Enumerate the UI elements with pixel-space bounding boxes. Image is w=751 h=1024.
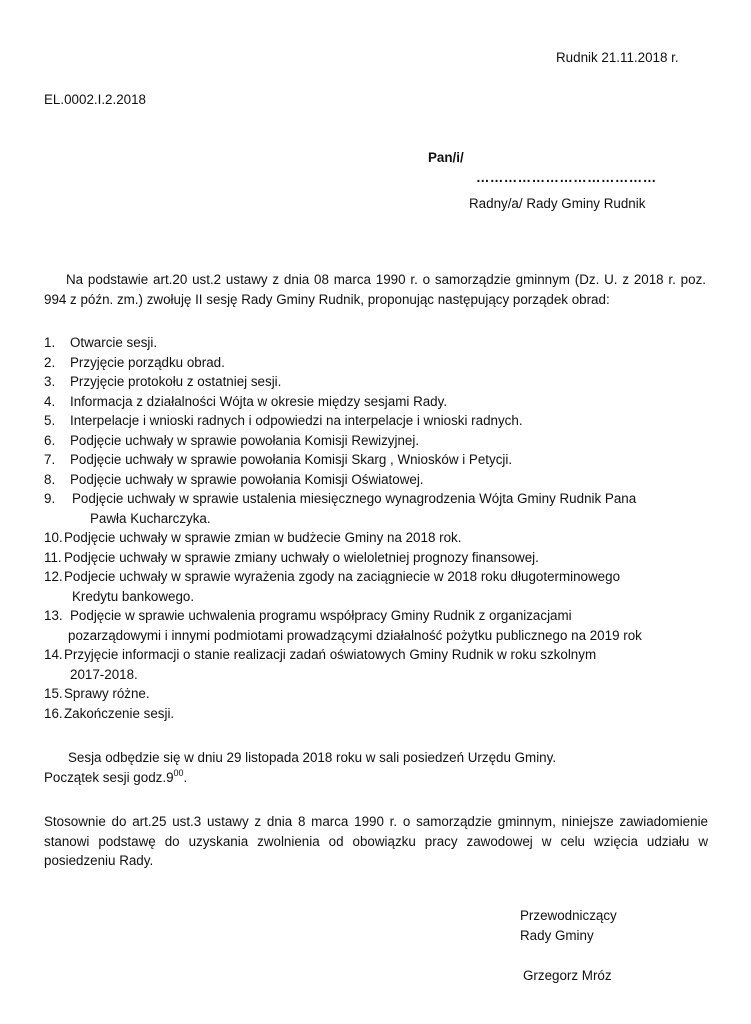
agenda-item-number: 15. <box>44 686 63 701</box>
agenda-item <box>44 372 724 392</box>
agenda-item-number: 2. <box>44 354 56 370</box>
agenda-item <box>44 431 724 451</box>
agenda-item-text: Przyjęcie protokołu z ostatniej sesji. <box>70 374 282 389</box>
agenda-item-number: 14. <box>44 647 63 662</box>
agenda-item-number: 4. <box>44 393 56 409</box>
agenda-item-text: Podjęcie uchwały w sprawie powołania Komisji Oświatowej. <box>70 471 424 487</box>
addressee-salutation: Pan/i/ <box>428 150 464 165</box>
agenda-item <box>44 470 724 490</box>
agenda-item-text: Podjęcie uchwały w sprawie ustalenia miesięcznego wynagrodzenia Wójta Gminy Rudnik Pana <box>72 491 637 506</box>
agenda-item-text: Podjęcie uchwały w sprawie powołania Komisji Skarg , Wniosków i Petycji. <box>70 452 513 467</box>
session-info <box>44 748 556 787</box>
agenda-item <box>44 567 724 606</box>
intro-text: Na podstawie art.20 ust.2 ustawy z dnia 08 marca 1990 r. o samorządzie gminnym (Dz. U. z 2018 r. poz. 994 z późn. zm.) zwołuję II sesję Rady Gminy Rudnik, proponując następujący porządek obrad: <box>44 272 706 307</box>
agenda-item-number: 6. <box>44 432 56 448</box>
session-date-line <box>44 748 556 768</box>
agenda-item-text: Interpelacje i wnioski radnych i odpowiedzi na interpelacje i wnioski radnych. <box>70 413 523 428</box>
agenda-item <box>44 528 724 548</box>
reference-number: EL.0002.I.2.2018 <box>44 92 147 107</box>
agenda-item <box>44 606 724 645</box>
session-date-text: Sesja odbędzie się w dniu 29 listopada 2018 roku w sali posiedzeń Urzędu Gminy. <box>68 750 557 765</box>
place-date: Rudnik 21.11.2018 r. <box>556 50 679 65</box>
agenda-item-number: 8. <box>44 471 56 487</box>
signature-name: Grzegorz Mróz <box>523 968 612 983</box>
agenda-item-number: 3. <box>44 374 56 389</box>
signature-role-line2: Rady Gminy <box>520 927 594 943</box>
agenda-item-text: Podjęcie uchwały w sprawie zmiany uchwały o wieloletniej prognozy finansowej. <box>64 549 539 565</box>
agenda-item <box>44 684 724 704</box>
agenda-item-text: Otwarcie sesji. <box>70 335 158 350</box>
agenda-item-text: Informacja z działalności Wójta w okresie między sesjami Rady. <box>70 393 448 409</box>
agenda-item-text: Przyjęcie porządku obrad. <box>70 354 225 370</box>
agenda-item-continuation: pozarządowymi i innymi podmiotami prowadzącymi działalność pożytku publicznego na 2019 rok <box>68 627 642 643</box>
session-start-suffix: . <box>183 769 188 785</box>
intro-paragraph <box>44 270 706 309</box>
agenda-item-number: 16. <box>44 705 63 721</box>
agenda-item <box>44 489 724 528</box>
session-start-minutes: 00 <box>173 767 184 778</box>
agenda-item-text: Zakończenie sesji. <box>64 705 175 721</box>
agenda-item-number: 5. <box>44 413 56 428</box>
agenda-item-text: Przyjęcie informacji o stanie realizacji zadań oświatowych Gminy Rudnik w roku szkolnym <box>64 647 597 662</box>
agenda-item-number: 12. <box>44 569 63 584</box>
agenda-item <box>44 645 724 684</box>
agenda-item-number: 10. <box>44 530 63 545</box>
agenda-item-continuation: Kredytu bankowego. <box>72 588 195 604</box>
signature-block <box>520 906 617 945</box>
agenda-item-number: 9. <box>44 491 56 506</box>
signature-role-line1: Przewodniczący <box>520 908 617 923</box>
agenda-item-continuation: 2017-2018. <box>70 666 138 682</box>
agenda-item-text: Podjęcie uchwały w sprawie zmian w budżecie Gminy na 2018 rok. <box>64 530 462 545</box>
agenda-item <box>44 411 724 431</box>
agenda-item-text: Podjęcie w sprawie uchwalenia programu współpracy Gminy Rudnik z organizacjami <box>70 608 572 623</box>
agenda-item-text: Podjecie uchwały w sprawie wyrażenia zgody na zaciągniecie w 2018 roku długoterminowego <box>64 569 621 584</box>
agenda-item-number: 11. <box>44 549 62 565</box>
agenda-item <box>44 333 724 353</box>
agenda-item-text: Podjęcie uchwały w sprawie powołania Komisji Rewizyjnej. <box>70 432 420 448</box>
agenda-item-number: 7. <box>44 452 56 467</box>
legal-note-paragraph: Stosownie do art.25 ust.3 ustawy z dnia 8 marca 1990 r. o samorządzie gminnym, niniejsze zawiadomienie stanowi podstawę do uzyskania zwolnienia od obowiązku pracy zawodowej w celu wzięcia udziału w posiedzeniu Rady. <box>44 814 708 868</box>
agenda-list <box>44 333 724 723</box>
agenda-item <box>44 392 724 412</box>
agenda-item <box>44 704 724 724</box>
agenda-item-continuation: Pawła Kucharczyka. <box>90 510 211 526</box>
addressee-title: Radny/a/ Rady Gminy Rudnik <box>469 196 646 211</box>
agenda-item-number: 13. <box>44 608 63 623</box>
session-start-line <box>44 768 556 788</box>
agenda-item-number: 1. <box>44 335 56 350</box>
addressee-name-placeholder: ………………………………… <box>476 170 657 185</box>
agenda-item-text: Sprawy różne. <box>64 686 150 701</box>
agenda-item <box>44 548 724 568</box>
agenda-item <box>44 353 724 373</box>
session-start-label: Początek sesji godz.9 <box>44 769 174 785</box>
agenda-item <box>44 450 724 470</box>
